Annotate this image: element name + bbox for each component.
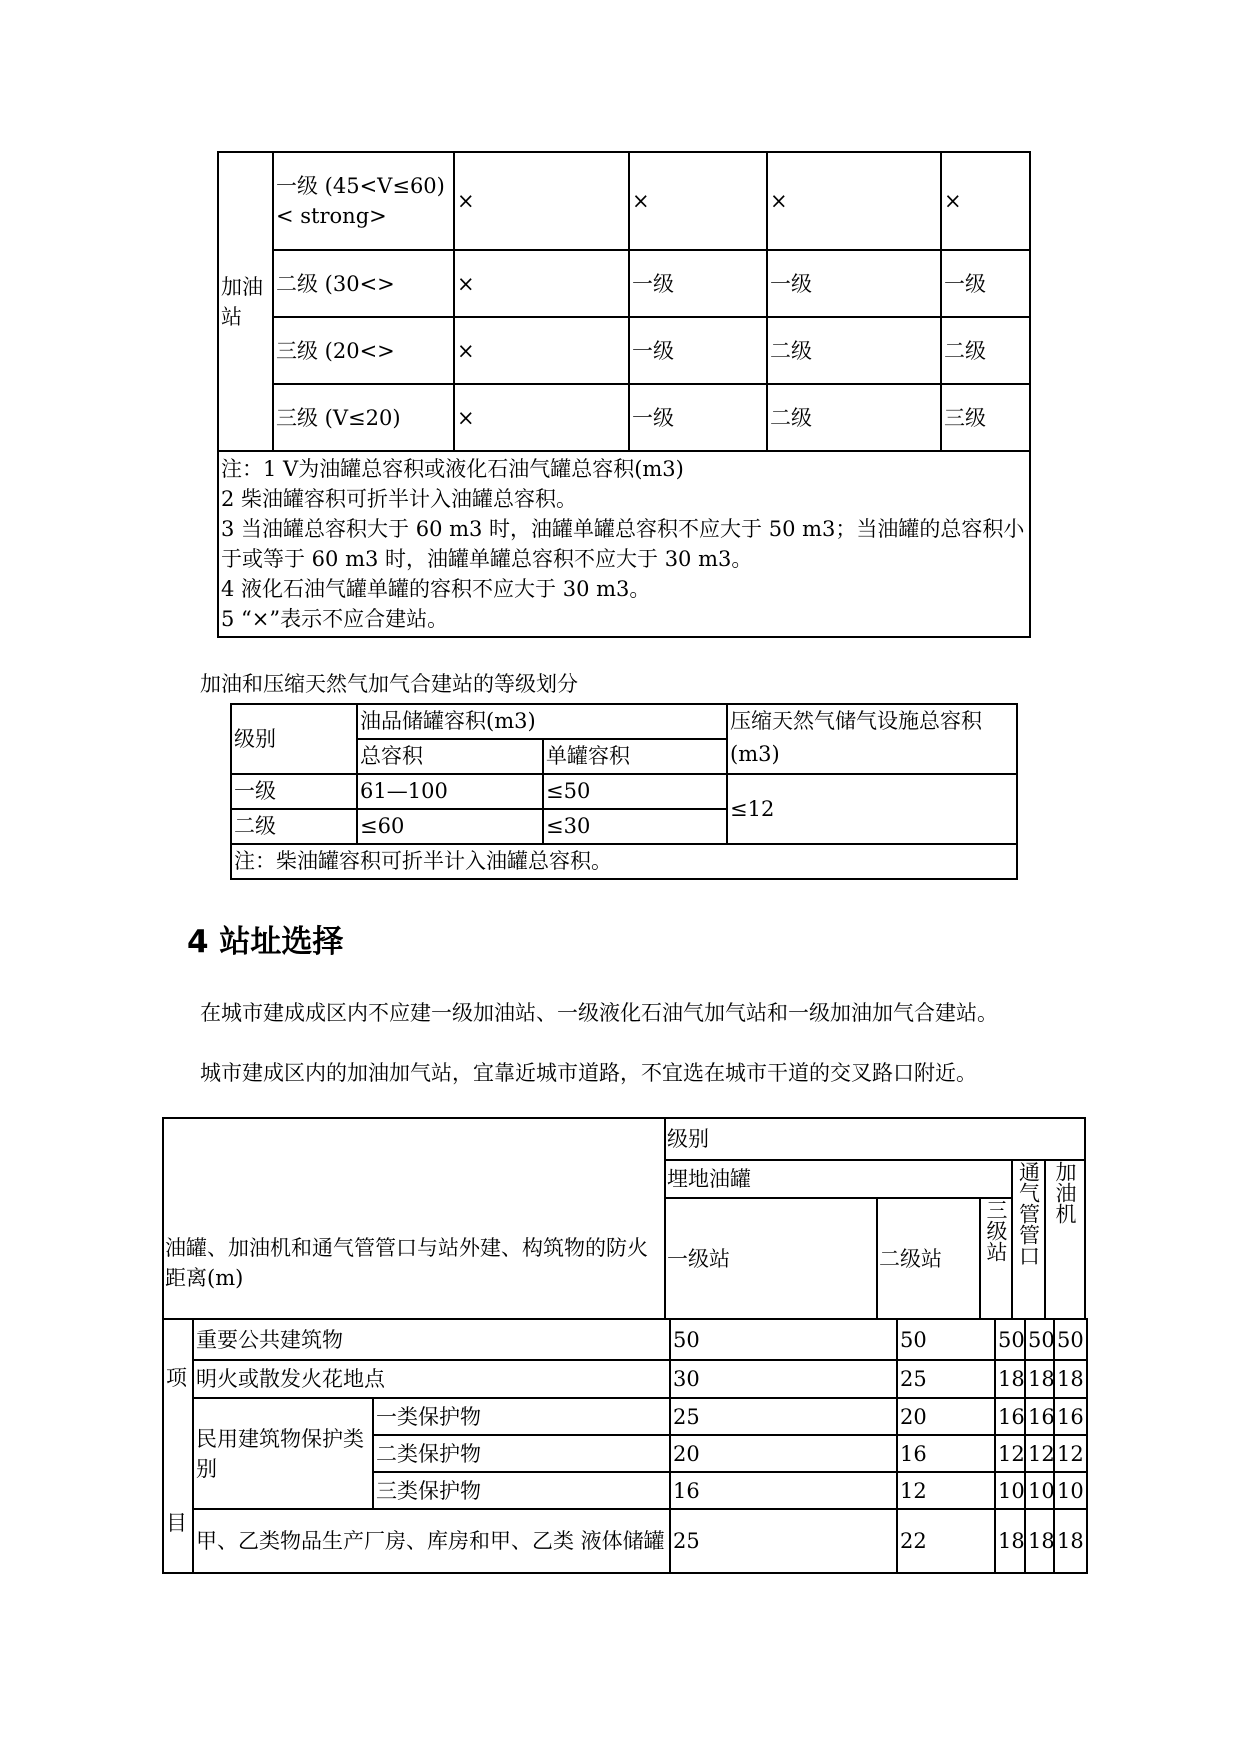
side-label-top: 项 [163, 1319, 193, 1435]
row-label: 明火或散发火花地点 [193, 1360, 670, 1398]
table-cell: 18 [1025, 1360, 1054, 1398]
table-cell: 一级 [629, 384, 767, 451]
table-cell: × [629, 152, 767, 250]
table-cell: 50 [1025, 1319, 1054, 1360]
table-cell: 二级 [941, 317, 1030, 384]
level-cell: 三级 (20<> [273, 317, 454, 384]
table-cell: 10 [995, 1472, 1025, 1509]
civil-protect-label: 民用建筑物保护类别 [193, 1398, 373, 1509]
header-level: 级别 [231, 704, 357, 774]
table2-caption: 加油和压缩天然气加气合建站的等级划分 [200, 672, 578, 696]
table-cell: 18 [995, 1360, 1025, 1398]
table-cell: 12 [897, 1472, 995, 1509]
table-cell: 61—100 [357, 774, 543, 809]
table-cell: 18 [1054, 1360, 1087, 1398]
table-cell: 三级 [941, 384, 1030, 451]
station-grade-table [217, 151, 1031, 638]
table-cell: × [454, 317, 629, 384]
combined-station-grade-table [230, 703, 1018, 880]
header-cng: 压缩天然气储气设施总容积(m3) [727, 704, 1017, 774]
paragraph: 城市建成区内的加油加气站，宜靠近城市道路，不宜选在城市干道的交叉路口附近。 [200, 1061, 977, 1085]
table-cell: 一级 [767, 250, 941, 317]
table-cell: 18 [1025, 1509, 1054, 1573]
table-cell: × [941, 152, 1030, 250]
table-cell: 25 [670, 1398, 897, 1435]
row-label: 甲、乙类物品生产厂房、库房和甲、乙类 液体储罐 [193, 1509, 670, 1573]
header-level1: 一级站 [665, 1198, 877, 1319]
header-single: 单罐容积 [543, 739, 727, 774]
row-label: 一类保护物 [373, 1398, 670, 1435]
table-cell: 12 [1054, 1435, 1087, 1472]
table-cell: 22 [897, 1509, 995, 1573]
fire-distance-header [162, 1117, 1086, 1320]
note-line: 3 当油罐总容积大于 60 m3 时，油罐单罐总容积不应大于 50 m3；当油罐的总容积小 于或等于 60 m3 时，油罐单罐总容积不应大于 30 m3。 [221, 517, 1025, 571]
group-label: 加油站 [218, 152, 273, 451]
table-cell: 20 [670, 1435, 897, 1472]
section-heading: 4 站址选择 [187, 924, 344, 960]
table-cell: × [454, 384, 629, 451]
table-cell: 一级 [941, 250, 1030, 317]
table-cell: 16 [1054, 1398, 1087, 1435]
level-cell: 一级 [231, 774, 357, 809]
header-dispenser: 加油机 [1045, 1160, 1085, 1319]
table-cell: 25 [670, 1509, 897, 1573]
header-level3: 三级站 [980, 1198, 1012, 1319]
table-cell: 16 [995, 1398, 1025, 1435]
paragraph: 在城市建成成区内不应建一级加油站、一级液化石油气加气站和一级加油加气合建站。 [200, 1001, 998, 1025]
table-cell: 二级 [767, 317, 941, 384]
header-vent: 通气管管口 [1012, 1160, 1045, 1319]
note-line: 注：1 V为油罐总容积或液化石油气罐总容积(m3) [221, 457, 684, 481]
table-cell: 12 [1025, 1435, 1054, 1472]
note-line: 2 柴油罐容积可折半计入油罐总容积。 [221, 487, 578, 511]
table-cell: 18 [1054, 1509, 1087, 1573]
table-cell: ≤50 [543, 774, 727, 809]
side-label-bottom: 目 [163, 1435, 193, 1573]
header-buried: 埋地油罐 [665, 1160, 1012, 1198]
table-cell: 50 [995, 1319, 1025, 1360]
table-cell: 30 [670, 1360, 897, 1398]
table-cell: ≤30 [543, 809, 727, 844]
notes-cell [218, 451, 1030, 637]
table-cell: 50 [670, 1319, 897, 1360]
row-label: 二类保护物 [373, 1435, 670, 1472]
table-cell: 16 [1025, 1398, 1054, 1435]
table3-title: 油罐、加油机和通气管管口与站外建、构筑物的防火距离(m) [163, 1118, 665, 1319]
level-cell: 一级 (45<V≤60)< strong> [273, 152, 454, 250]
table-cell: 50 [1054, 1319, 1087, 1360]
header-oil: 油品储罐容积(m3) [357, 704, 727, 739]
table-cell: ≤60 [357, 809, 543, 844]
table-cell: 一级 [629, 250, 767, 317]
table-cell: 25 [897, 1360, 995, 1398]
header-level2: 二级站 [877, 1198, 980, 1319]
table-cell: 10 [1054, 1472, 1087, 1509]
table-cell: 一级 [629, 317, 767, 384]
table-cell: 18 [995, 1509, 1025, 1573]
fire-distance-body [162, 1318, 1088, 1574]
table2-note: 注：柴油罐容积可折半计入油罐总容积。 [231, 844, 1017, 879]
table-cell: 16 [670, 1472, 897, 1509]
level-cell: 三级 (V≤20) [273, 384, 454, 451]
level-cell: 二级 [231, 809, 357, 844]
table-cell: 16 [897, 1435, 995, 1472]
row-label: 三类保护物 [373, 1472, 670, 1509]
row-label: 重要公共建筑物 [193, 1319, 670, 1360]
header-level: 级别 [665, 1118, 1085, 1160]
header-total: 总容积 [357, 739, 543, 774]
table-cell: 50 [897, 1319, 995, 1360]
note-line: 5 “×”表示不应合建站。 [221, 607, 449, 631]
table-cell: 二级 [767, 384, 941, 451]
table-cell: 20 [897, 1398, 995, 1435]
table-cell: × [454, 250, 629, 317]
note-line: 4 液化石油气罐单罐的容积不应大于 30 m3。 [221, 577, 651, 601]
table-cell: × [767, 152, 941, 250]
cng-value: ≤12 [727, 774, 1017, 844]
table-cell: 12 [995, 1435, 1025, 1472]
table-cell: × [454, 152, 629, 250]
table-cell: 10 [1025, 1472, 1054, 1509]
level-cell: 二级 (30<> [273, 250, 454, 317]
